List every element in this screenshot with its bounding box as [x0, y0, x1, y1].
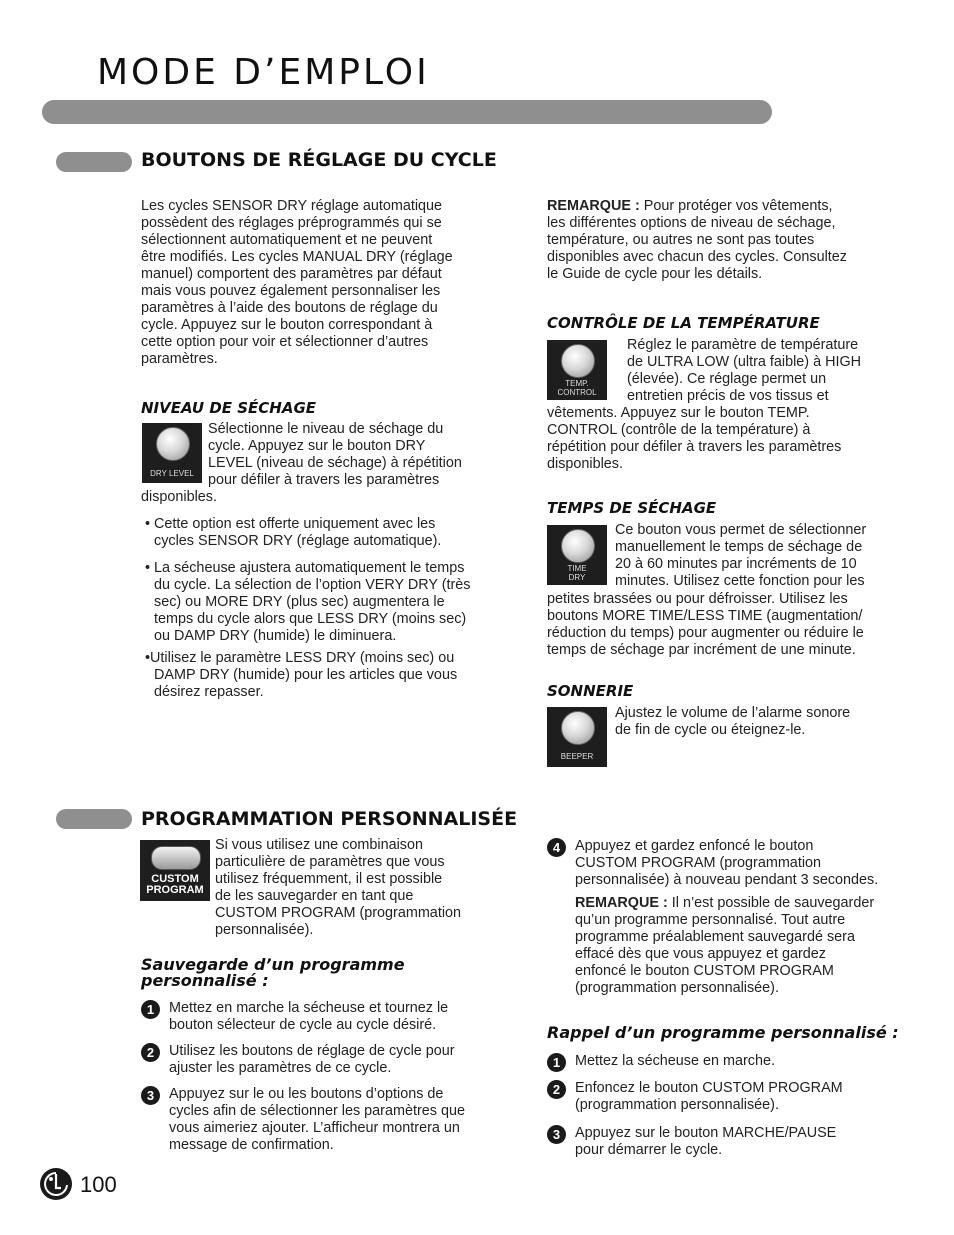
- step-text: [575, 1125, 915, 1159]
- temp-control-button-image: [547, 340, 607, 400]
- step-line: message de confirmation.: [169, 1137, 334, 1153]
- temperature-line: de ULTRA LOW (ultra faible) à HIGH: [627, 354, 862, 370]
- bullet-line: • La sécheuse ajustera automatiquement le temps: [145, 560, 465, 576]
- beeper-button-image: [547, 707, 607, 767]
- bullet-line: temps du cycle alors que LESS DRY (moins sec): [154, 611, 467, 627]
- save-program-heading: [141, 957, 405, 989]
- step-number-icon: 2: [141, 1043, 160, 1062]
- custom-intro-line: CUSTOM PROGRAM (programmation: [215, 905, 462, 921]
- custom-remark-line: qu’un programme personnalisé. Tout autre: [575, 912, 846, 928]
- step-line: pour démarrer le cycle.: [575, 1142, 723, 1158]
- custom-remark: [575, 895, 915, 997]
- save-program-heading-line1: Sauvegarde d’un programme: [141, 955, 405, 974]
- dry-level-line: Sélectionne le niveau de séchage du: [208, 421, 444, 437]
- intro-line: cette option pour voir et sélectionner d’autres: [141, 334, 429, 350]
- custom-intro-line: particulière de paramètres que vous: [215, 854, 445, 870]
- custom-intro-line: de les sauvegarder en tant que: [215, 888, 414, 904]
- drying-time-line: temps de séchage par incrément de une minute.: [547, 642, 856, 658]
- bullet-item: [145, 560, 500, 645]
- intro-paragraph: [141, 198, 501, 368]
- remark-first-line: Pour protéger vos vêtements,: [639, 198, 833, 214]
- lg-logo-icon: [40, 1168, 72, 1200]
- beeper-line: de fin de cycle ou éteignez-le.: [615, 722, 806, 738]
- drying-time-heading: TEMPS DE SÉCHAGE: [547, 499, 717, 517]
- temperature-text: [627, 337, 917, 405]
- step-line: bouton sélecteur de cycle au cycle désiré.: [169, 1017, 437, 1033]
- custom-remark-label: REMARQUE :: [575, 895, 668, 911]
- step-number-icon: 3: [141, 1086, 160, 1105]
- step-text: [575, 838, 915, 889]
- step-line: CUSTOM PROGRAM (programmation: [575, 855, 822, 871]
- drying-time-line: petites brassées ou pour défroisser. Utilisez les: [547, 591, 848, 607]
- temp-label-line1: TEMP.: [565, 379, 589, 388]
- temperature-text-continued: [547, 405, 917, 473]
- step-line: (programmation personnalisée).: [575, 1097, 779, 1113]
- beeper-text: [615, 705, 915, 739]
- step-line: Appuyez et gardez enfoncé le bouton: [575, 838, 814, 854]
- temperature-line: Réglez le paramètre de température: [627, 337, 859, 353]
- bullet-line: DAMP DRY (humide) pour les articles que vous: [154, 667, 458, 683]
- intro-line: paramètres à l’aide des boutons de réglage du: [141, 300, 438, 316]
- remark-line: disponibles avec chacun des cycles. Consultez: [547, 249, 847, 265]
- custom-program-intro: [215, 837, 505, 939]
- drying-time-line: Ce bouton vous permet de sélectionner: [615, 522, 867, 538]
- recall-program-heading: Rappel d’un programme personnalisé :: [547, 1023, 899, 1042]
- bullet-line: ou DAMP DRY (humide) le diminuera.: [154, 628, 397, 644]
- lg-logo-mark: [40, 1168, 72, 1200]
- custom-intro-line: personnalisée).: [215, 922, 314, 938]
- bullet-line: du cycle. La sélection de l’option VERY DRY (très: [154, 577, 471, 593]
- step-line: cycles afin de sélectionner les paramètres que: [169, 1103, 465, 1119]
- knob-icon: [561, 529, 595, 563]
- intro-line: possèdent des réglages préprogrammés qui se: [141, 215, 442, 231]
- temperature-line: CONTROL (contrôle de la température) à: [547, 422, 811, 438]
- step-line: Appuyez sur le bouton MARCHE/PAUSE: [575, 1125, 837, 1141]
- beeper-line: Ajustez le volume de l’alarme sonore: [615, 705, 851, 721]
- page-number: 100: [80, 1172, 117, 1197]
- intro-line: manuel) comportent des paramètres par défaut: [141, 266, 442, 282]
- save-program-heading-line2: personnalisé :: [141, 971, 269, 990]
- section-title-custom-program: PROGRAMMATION PERSONNALISÉE: [141, 808, 518, 830]
- step-number-icon: 2: [547, 1080, 566, 1099]
- custom-label-line1: CUSTOM: [151, 873, 199, 885]
- intro-line: cycle. Appuyez sur le bouton correspondant à: [141, 317, 433, 333]
- step-number-icon: 1: [141, 1000, 160, 1019]
- dry-level-text-continued: disponibles.: [141, 489, 218, 505]
- step-line: Mettez la sécheuse en marche.: [575, 1053, 775, 1069]
- custom-intro-line: utilisez fréquemment, il est possible: [215, 871, 443, 887]
- temperature-line: disponibles.: [547, 456, 624, 472]
- drying-time-text: [615, 522, 915, 590]
- knob-icon: [156, 427, 190, 461]
- temperature-line: répétition pour défiler à travers les paramètres: [547, 439, 842, 455]
- dry-level-button-label: DRY LEVEL: [150, 469, 194, 478]
- dry-level-heading: NIVEAU DE SÉCHAGE: [141, 399, 317, 417]
- drying-time-text-continued: [547, 591, 917, 659]
- remark-line: le Guide de cycle pour les détails.: [547, 266, 763, 282]
- time-dry-button-image: [547, 525, 607, 585]
- intro-line: sélectionnent automatiquement et ne peuvent: [141, 232, 433, 248]
- time-label-line2: DRY: [568, 573, 586, 582]
- bullet-line: •Utilisez le paramètre LESS DRY (moins sec) ou: [145, 650, 455, 666]
- bullet-item: [145, 650, 500, 701]
- step-number-icon: 1: [547, 1053, 566, 1072]
- step-text: [575, 1080, 915, 1114]
- step-line: personnalisée) à nouveau pendant 3 secondes.: [575, 872, 879, 888]
- drying-time-line: réduction du temps) pour augmenter ou réduire le: [547, 625, 864, 641]
- step-number-icon: 3: [547, 1125, 566, 1144]
- temp-label-line2: CONTROL: [557, 388, 597, 397]
- dry-level-button-image: [142, 423, 202, 483]
- custom-intro-line: Si vous utilisez une combinaison: [215, 837, 423, 853]
- custom-remark-line: (programmation personnalisée).: [575, 980, 779, 996]
- temperature-heading: CONTRÔLE DE LA TEMPÉRATURE: [547, 314, 820, 332]
- bullet-item: [145, 516, 500, 550]
- step-line: vous aimeriez ajouter. L’afficheur montrera un: [169, 1120, 460, 1136]
- intro-line: paramètres.: [141, 351, 218, 367]
- intro-line: mais vous pouvez également personnaliser les: [141, 283, 441, 299]
- time-label-line1: TIME: [567, 564, 587, 573]
- step-line: Appuyez sur le ou les boutons d’options de: [169, 1086, 444, 1102]
- section-pill: [56, 809, 132, 829]
- section-title-cycle-buttons: BOUTONS DE RÉGLAGE DU CYCLE: [141, 149, 497, 171]
- dry-level-line: pour défiler à travers les paramètres: [208, 472, 440, 488]
- step-line: Mettez en marche la sécheuse et tournez le: [169, 1000, 449, 1016]
- intro-line: Les cycles SENSOR DRY réglage automatique: [141, 198, 443, 214]
- custom-remark-first: Il n’est possible de sauvegarder: [667, 895, 875, 911]
- remark-line: les différentes options de niveau de séchage,: [547, 215, 836, 231]
- custom-program-button-image: [140, 840, 210, 901]
- step-text: [169, 1086, 509, 1154]
- dry-level-line: cycle. Appuyez sur le bouton DRY: [208, 438, 426, 454]
- drying-time-line: minutes. Utilisez cette fonction pour les: [615, 573, 865, 589]
- step-text: [169, 1000, 509, 1034]
- temperature-line: entretien précis de vos tissus et: [627, 388, 829, 404]
- beeper-heading: SONNERIE: [547, 682, 634, 700]
- temperature-line: vêtements. Appuyez sur le bouton TEMP.: [547, 405, 810, 421]
- step-line: Enfoncez le bouton CUSTOM PROGRAM: [575, 1080, 843, 1096]
- drying-time-line: manuellement le temps de séchage de: [615, 539, 863, 555]
- step-text: [169, 1043, 509, 1077]
- custom-remark-line: effacé dès que vous appuyez et gardez: [575, 946, 826, 962]
- dry-level-text: [208, 421, 498, 489]
- drying-time-line: 20 à 60 minutes par incréments de 10: [615, 556, 857, 572]
- remark-line: température, ou autres ne sont pas toutes: [547, 232, 815, 248]
- bullet-line: sec) ou MORE DRY (plus sec) augmentera le: [154, 594, 445, 610]
- knob-icon: [561, 344, 595, 378]
- remark-paragraph: [547, 198, 907, 283]
- custom-label-line2: PROGRAM: [146, 884, 204, 896]
- bullet-line: • Cette option est offerte uniquement avec les: [145, 516, 436, 532]
- custom-remark-line: programme préalablement sauvegardé sera: [575, 929, 855, 945]
- bullet-line: cycles SENSOR DRY (réglage automatique).: [154, 533, 442, 549]
- step-line: Utilisez les boutons de réglage de cycle pour: [169, 1043, 455, 1059]
- beeper-button-label: BEEPER: [560, 752, 594, 761]
- page-title: MODE D’EMPLOI: [97, 52, 430, 93]
- step-text: [575, 1053, 915, 1070]
- dry-level-line: LEVEL (niveau de séchage) à répétition: [208, 455, 462, 471]
- custom-remark-line: enfoncé le bouton CUSTOM PROGRAM: [575, 963, 834, 979]
- bullet-line: désirez repasser.: [154, 684, 264, 700]
- remark-label: REMARQUE :: [547, 198, 640, 214]
- intro-line: être modifiés. Les cycles MANUAL DRY (réglage: [141, 249, 453, 265]
- step-line: ajuster les paramètres de ce cycle.: [169, 1060, 392, 1076]
- knob-icon: [561, 711, 595, 745]
- temperature-line: (élevée). Ce réglage permet un: [627, 371, 827, 387]
- custom-program-button-icon: [151, 846, 201, 870]
- section-pill: [56, 152, 132, 172]
- step-number-icon: 4: [547, 838, 566, 857]
- header-bar: [42, 100, 772, 124]
- drying-time-line: boutons MORE TIME/LESS TIME (augmentation/: [547, 608, 863, 624]
